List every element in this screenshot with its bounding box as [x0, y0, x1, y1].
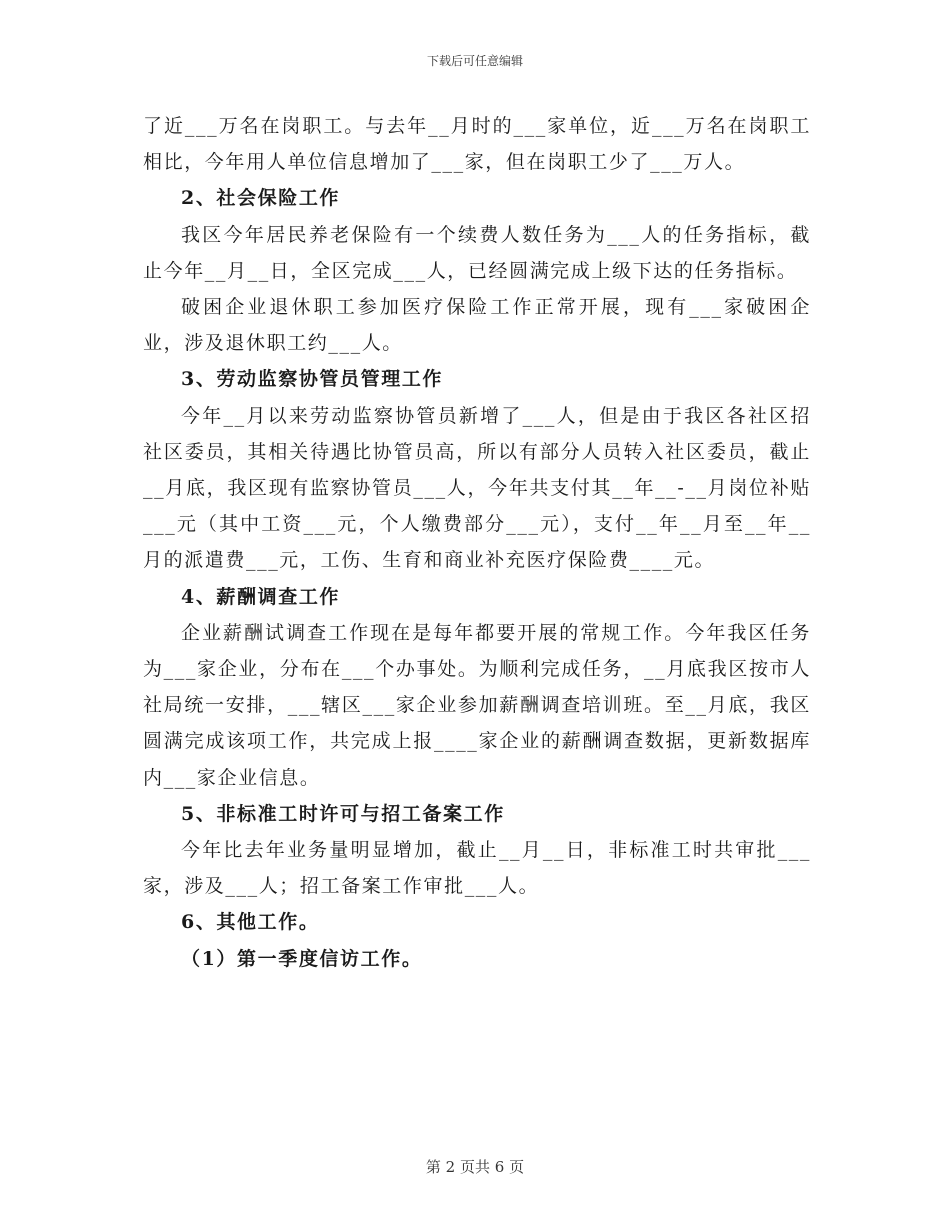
- paragraph-working-hours: 今年比去年业务量明显增加，截止__月__日，非标准工时共审批___家，涉及___人；招工备案工作审批___人。: [143, 839, 811, 898]
- page-footer: 第 2 页共 6 页: [425, 1158, 525, 1176]
- section-heading-working-hours: 5、非标准工时许可与招工备案工作: [181, 802, 505, 825]
- paragraph-salary-survey: 企业薪酬试调查工作现在是每年都要开展的常规工作。今年我区任务为___家企业，分布在___个办事处。为顺利完成任务，__月底我区按市人社局统一安排，___辖区___家企业参加薪酬调查培训班。至__月底，我区圆满完成该项工作，共完成上报____家企业的薪酬调查数据，更新数据库内___家企业信息。: [143, 621, 811, 789]
- section-heading-social-insurance: 2、社会保险工作: [181, 187, 341, 210]
- section-heading-other-work: 6、其他工作。: [181, 911, 320, 934]
- page-header: 下载后可任意编辑: [426, 54, 523, 68]
- document-body: [143, 108, 811, 977]
- paragraph-continued: 了近___万名在岗职工。与去年__月时的___家单位，近___万名在岗职工相比，今年用人单位信息增加了___家，但在岗职工少了___万人。: [143, 115, 811, 174]
- section-heading-salary-survey: 4、薪酬调查工作: [181, 585, 341, 608]
- paragraph-labor-inspection: 今年__月以来劳动监察协管员新增了___人，但是由于我区各社区招社区委员，其相关待遇比协管员高，所以有部分人员转入社区委员，截止__月底，我区现有监察协管员___人，今年共支付其__年__-__月岗位补贴___元（其中工资___元，个人缴费部分___元），支付__年__月至__年__月的派遣费___元，工伤、生育和商业补充医疗保险费____元。: [143, 404, 811, 572]
- subsection-heading-petition: （1）第一季度信访工作。: [181, 947, 423, 970]
- paragraph-pension-insurance: 我区今年居民养老保险有一个续费人数任务为___人的任务指标，截止今年__月__日，全区完成___人，已经圆满完成上级下达的任务指标。: [143, 223, 811, 282]
- paragraph-medical-insurance: 破困企业退休职工参加医疗保险工作正常开展，现有___家破困企业，涉及退休职工约___人。: [143, 296, 811, 355]
- section-heading-labor-inspection: 3、劳动监察协管员管理工作: [181, 368, 444, 391]
